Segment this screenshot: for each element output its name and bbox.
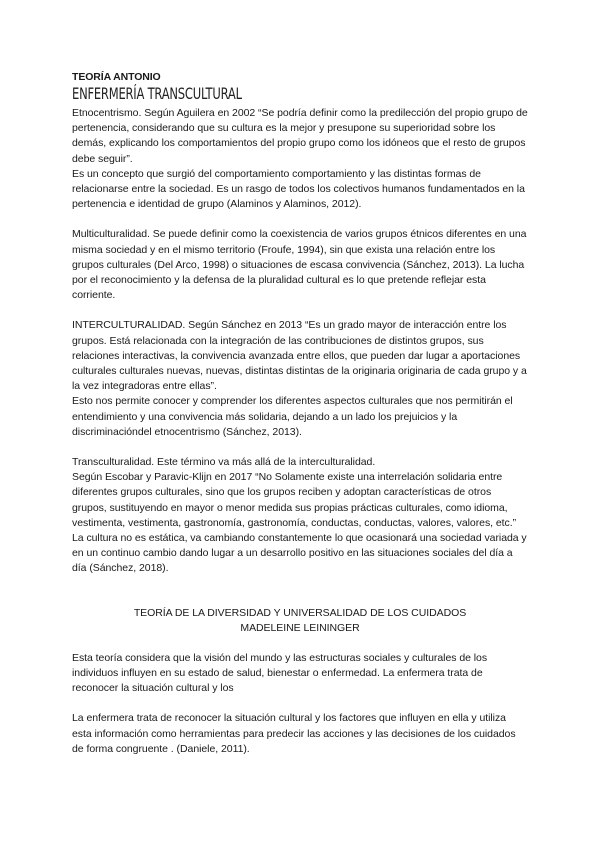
paragraph-escobar: Según Escobar y Paravic-Klijn en 2017 “No Solamente existe una interrelación solidaria entre diferentes grupos culturales, sino que los grupos reciben y adoptan características de otros grupos, sustituyendo en mayor o menor medida sus propias prácticas culturales, como idioma, vestimenta, vestimenta, gastronomía, gastronomía, conductas, conductas, valores, valores, etc.”	[72, 471, 517, 529]
spacer	[72, 577, 528, 606]
document-heading: TEORÍA ANTONIO	[72, 71, 161, 83]
spacer	[72, 696, 528, 711]
paragraph-enfermera: La enfermera trata de reconocer la situación cultural y los factores que influyen en ella y utiliza esta información como herramientas para predecir las acciones y las decisiones de los cuidados de forma congruente . (Daniele, 2011).	[72, 712, 516, 755]
paragraph-transculturalidad: Transculturalidad. Este término va más allá de la interculturalidad.	[72, 456, 376, 469]
spacer	[72, 212, 528, 227]
paragraph-cultura: La cultura no es estática, va cambiando constantemente lo que ocasionará una sociedad variada y en un continuo cambio dando lugar a un desarrollo positivo en las situaciones sociales del día a día (Sánchez, 2018).	[72, 532, 527, 575]
section-title: TEORÍA DE LA DIVERSIDAD Y UNIVERSALIDAD DE LOS CUIDADOS	[133, 606, 467, 619]
paragraph-concepto: Es un concepto que surgió del comportamiento comportamiento y las distintas formas de relacionarse entre la sociedad. Es un rasgo de todos los colectivos humanos fundamentados en la pertenencia e identidad de grupo (Alaminos y Alaminos, 2012).	[72, 167, 525, 211]
paragraph-teoria: Esta teoría considera que la visión del mundo y las estructuras sociales y culturales de los individuos influyen en su estado de salud, bienestar o enfermedad. La enfermera trata de reconocer la situación cultural y los	[72, 651, 488, 695]
paragraph-conocer: Esto nos permite conocer y comprender los diferentes aspectos culturales que nos permitirán el entendimiento y una convivencia más solidaria, dejando a un lado los prejuicios y la discriminacióndel etnocentrismo (Sánchez, 2013).	[72, 395, 513, 438]
paragraph-etnocentrismo: Etnocentrismo. Según Aguilera en 2002 “Se podría definir como la predilección del propio grupo de pertenencia, considerando que su cultura es la mejor y presupone su superioridad sobre los demás, explicando los comportamientos del propio grupo como los idóneos que el resto de grupos debe seguir”.	[72, 107, 528, 165]
section-subtitle-author: MADELEINE LEININGER	[240, 621, 360, 634]
paragraph-multiculturalidad: Multiculturalidad. Se puede definir como la coexistencia de varios grupos étnicos diferentes en una misma sociedad y en el mismo territorio (Froufe, 1994), sin que exista una relación entre los grupos culturales (Del Arco, 1998) o situaciones de escasa convivencia (Sánchez, 2013). La lucha por el reconocimiento y la defensa de la pluralidad cultural es lo que pretende reflejar esta corriente.	[72, 228, 527, 302]
document-subtitle: ENFERMERÍA TRANSCULTURAL	[72, 84, 242, 103]
spacer	[72, 440, 528, 455]
paragraph-interculturalidad: INTERCULTURALIDAD. Según Sánchez en 2013 “Es un grado mayor de interacción entre los grupos. Está relacionada con la integración de las contribuciones de distintos grupos, sus relaciones interactivas, la convivencia avanzada entre ellos, que pueden dar lugar a aportaciones culturales culturales nuevas, nuevas, distintas distintas de la originaria originaria de cada grupo y a la vez integradoras entre ellas”.	[72, 319, 527, 393]
spacer	[72, 303, 528, 318]
spacer	[72, 636, 528, 651]
document-page	[72, 70, 528, 757]
